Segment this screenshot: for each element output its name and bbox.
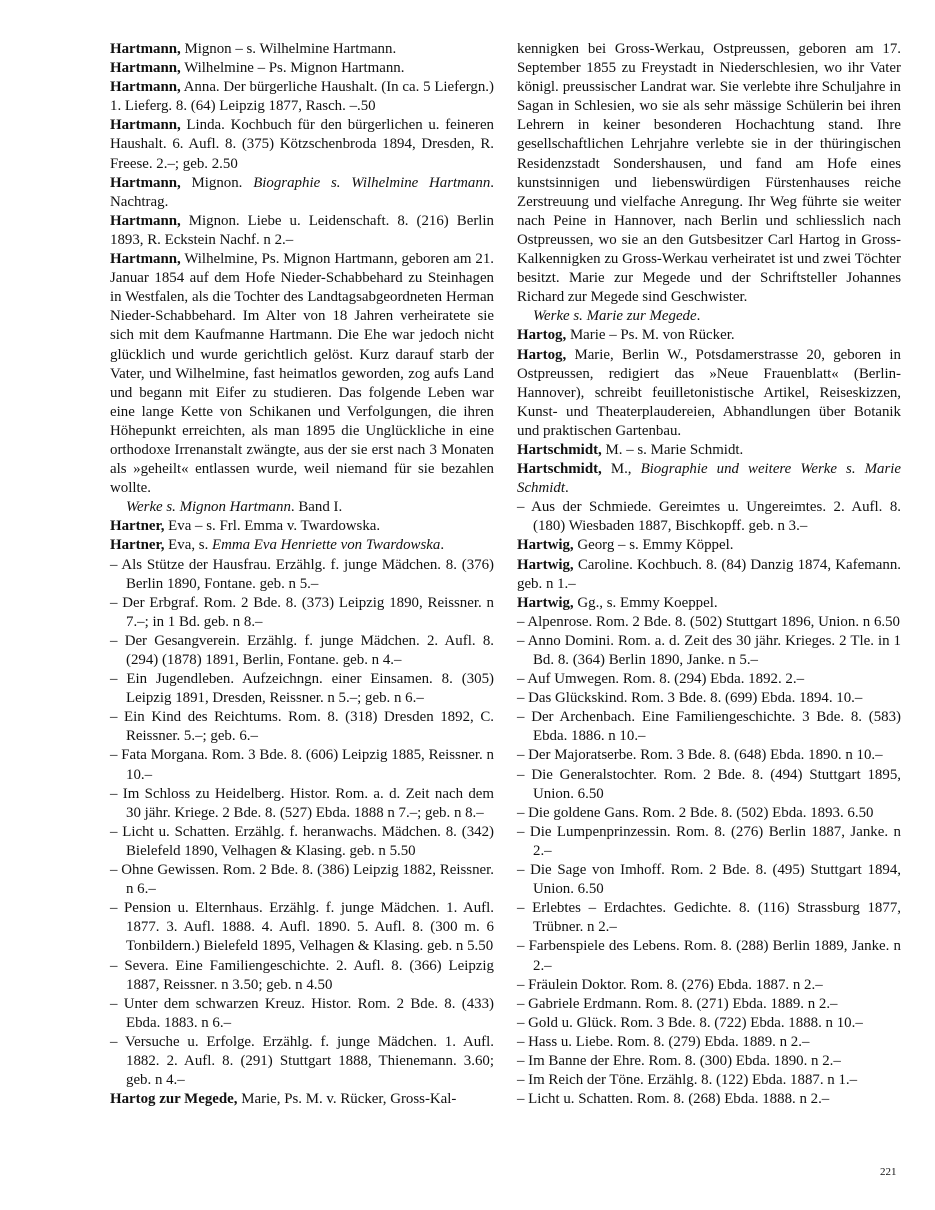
work-entry bbox=[517, 1052, 901, 1071]
work-entry bbox=[110, 957, 494, 995]
entry-italic: Biographie s. Wilhelmine Hartmann bbox=[253, 174, 491, 191]
entry-text: Marie, Ps. M. v. Rücker, Gross-Kal- bbox=[237, 1091, 457, 1108]
work-entry bbox=[110, 861, 494, 899]
work-entry bbox=[110, 995, 494, 1033]
work-entry bbox=[110, 670, 494, 708]
entry-text: Marie, Berlin W., Potsdamerstrasse 20, geboren in Ostpreussen, redigiert das »Neue Frauenblatt« (Berlin-Hannover), schreibt feuilletonistische Artikel, Reiseskizzen, Kunst- und Theaterplaudereien, Abhandlungen über Botanik und praktischen Gartenbau. bbox=[517, 346, 901, 439]
work-entry bbox=[517, 1090, 901, 1109]
work-entry bbox=[517, 632, 901, 670]
entry-text: – Severa. Eine Familiengeschichte. 2. Aufl. 8. (366) Leipzig 1887, Reissner. n 3.50; geb. n 4.50 bbox=[110, 957, 494, 993]
work-entry bbox=[517, 766, 901, 804]
entry-text: – Die Sage von Imhoff. Rom. 2 Bde. 8. (495) Stuttgart 1894, Union. 6.50 bbox=[517, 862, 901, 898]
entry-italic: Emma Eva Henriette von Twardowska bbox=[212, 537, 441, 554]
entry-text: Anna. Der bürgerliche Haushalt. (In ca. 5 Liefergn.) 1. Lieferg. 8. (64) Leipzig 1877, Rasch. –.50 bbox=[110, 79, 494, 115]
left-column bbox=[110, 40, 494, 1109]
entry-text: Mignon – s. Wilhelmine Hartmann. bbox=[180, 41, 397, 57]
entry-text: – Ohne Gewissen. Rom. 2 Bde. 8. (386) Leipzig 1882, Reissner. n 6.– bbox=[110, 862, 494, 898]
entry-heading: Hartschmidt, bbox=[517, 461, 602, 478]
work-entry bbox=[517, 689, 901, 708]
work-entry bbox=[517, 861, 901, 899]
entry-text: – Pension u. Elternhaus. Erzählg. f. junge Mädchen. 1. Aufl. 1877. 3. Aufl. 1888. 4. Aufl. 1890. 5. Aufl. 8. (300 m. 6 Tonbildern.) Bielefeld 1895, Velhagen & Klasing. geb. n 5.50 bbox=[110, 900, 494, 955]
entry-text: Wilhelmine – Ps. Mignon Hartmann. bbox=[180, 60, 405, 77]
author-entry bbox=[517, 40, 901, 307]
entry-heading: Hartner, bbox=[110, 537, 165, 554]
entry-text: – Der Archenbach. Eine Familiengeschichte. 3 Bde. 8. (583) Ebda. 1886. n 10.– bbox=[517, 709, 901, 745]
entry-heading: Hartog, bbox=[517, 346, 567, 363]
entry-heading: Hartmann, bbox=[110, 60, 181, 77]
entry-tail: . Nachtrag. bbox=[110, 174, 494, 210]
work-entry bbox=[517, 899, 901, 937]
author-entry bbox=[110, 78, 494, 116]
author-entry bbox=[110, 250, 494, 498]
entry-heading: Hartwig, bbox=[517, 556, 574, 573]
entry-text: – Im Schloss zu Heidelberg. Histor. Rom. a. d. Zeit nach dem 30 jähr. Kriege. 2 Bde. 8. (527) Ebda. 1888 n 7.–; geb. n 8.– bbox=[110, 785, 494, 821]
entry-text: – Erlebtes – Erdachtes. Gedichte. 8. (116) Strassburg 1877, Trübner. n 2.– bbox=[517, 900, 901, 936]
entry-text: – Die goldene Gans. Rom. 2 Bde. 8. (502) Ebda. 1893. 6.50 bbox=[517, 804, 874, 821]
entry-italic: Biographie und weitere Werke s. Marie Schmidt bbox=[517, 461, 901, 497]
author-entry bbox=[517, 441, 901, 460]
entry-heading: Hartmann, bbox=[110, 41, 181, 57]
work-entry bbox=[110, 594, 494, 632]
entry-text: – Ein Kind des Reichtums. Rom. 8. (318) Dresden 1892, C. Reissner. 5.–; geb. 6.– bbox=[110, 709, 494, 745]
entry-text: – Hass u. Liebe. Rom. 8. (279) Ebda. 1889. n 2.– bbox=[517, 1033, 810, 1050]
entry-text: – Die Lumpenprinzessin. Rom. 8. (276) Berlin 1887, Janke. n 2.– bbox=[517, 823, 901, 859]
author-entry bbox=[110, 174, 494, 212]
entry-text: – Fata Morgana. Rom. 3 Bde. 8. (606) Leipzig 1885, Reissner. n 10.– bbox=[110, 747, 494, 783]
entry-heading: Hartmann, bbox=[110, 174, 181, 191]
entry-text: – Ein Jugendleben. Aufzeichngn. einer Einsamen. 8. (305) Leipzig 1891, Dresden, Reissner. n 5.–; geb. n 6.– bbox=[110, 671, 494, 707]
entry-heading: Hartschmidt, bbox=[517, 441, 602, 458]
work-entry bbox=[517, 613, 901, 632]
work-entry bbox=[517, 823, 901, 861]
work-entry bbox=[517, 1071, 901, 1090]
work-entry bbox=[110, 556, 494, 594]
work-entry bbox=[110, 632, 494, 670]
author-entry bbox=[110, 116, 494, 173]
entry-heading: Hartmann, bbox=[110, 212, 181, 229]
entry-text: – Anno Domini. Rom. a. d. Zeit des 30 jähr. Krieges. 2 Tle. in 1 Bd. 8. (364) Berlin 1890, Janke. n 5.– bbox=[517, 632, 901, 668]
right-column bbox=[517, 40, 901, 1109]
entry-tail: . bbox=[564, 480, 569, 497]
entry-text: M., bbox=[601, 461, 641, 478]
entry-text: – Als Stütze der Hausfrau. Erzählg. f. junge Mädchen. 8. (376) Berlin 1890, Fontane. geb. n 5.– bbox=[110, 556, 494, 592]
work-entry bbox=[517, 498, 901, 536]
author-entry bbox=[110, 517, 494, 536]
entry-text: Eva – s. Frl. Emma v. Twardowska. bbox=[164, 518, 381, 535]
entry-text: – Im Reich der Töne. Erzählg. 8. (122) Ebda. 1887. n 1.– bbox=[517, 1072, 858, 1089]
entry-tail: . bbox=[440, 537, 445, 554]
author-entry bbox=[110, 40, 494, 59]
entry-text: – Licht u. Schatten. Erzählg. f. heranwachs. Mädchen. 8. (342) Bielefeld 1890, Velhagen & Klasing. geb. n 5.50 bbox=[110, 823, 494, 859]
entry-tail: . bbox=[696, 308, 701, 325]
entry-text: – Der Majoratserbe. Rom. 3 Bde. 8. (648) Ebda. 1890. n 10.– bbox=[517, 747, 883, 764]
entry-heading: Hartner, bbox=[110, 518, 165, 535]
entry-heading: Hartmann, bbox=[110, 117, 181, 134]
entry-text: – Gabriele Erdmann. Rom. 8. (271) Ebda. 1889. n 2.– bbox=[517, 995, 838, 1012]
author-entry bbox=[110, 212, 494, 250]
cross-reference bbox=[110, 498, 494, 517]
entry-text: – Alpenrose. Rom. 2 Bde. 8. (502) Stuttgart 1896, Union. n 6.50 bbox=[517, 613, 900, 630]
entry-text: – Das Glückskind. Rom. 3 Bde. 8. (699) Ebda. 1894. 10.– bbox=[517, 690, 863, 707]
cross-reference bbox=[517, 307, 901, 326]
entry-heading: Hartwig, bbox=[517, 594, 574, 611]
work-entry bbox=[110, 785, 494, 823]
entry-text: Eva, s. bbox=[164, 537, 213, 554]
entry-text: Marie – Ps. M. von Rücker. bbox=[566, 327, 735, 344]
author-entry bbox=[517, 346, 901, 441]
entry-text: Mignon. bbox=[180, 174, 254, 191]
entry-text: M. – s. Marie Schmidt. bbox=[601, 441, 744, 458]
entry-text: Caroline. Kochbuch. 8. (84) Danzig 1874, Kafemann. geb. n 1.– bbox=[517, 556, 901, 592]
author-entry bbox=[110, 59, 494, 78]
work-entry bbox=[110, 746, 494, 784]
work-entry bbox=[517, 708, 901, 746]
entry-text: – Farbenspiele des Lebens. Rom. 8. (288) Berlin 1889, Janke. n 2.– bbox=[517, 938, 901, 974]
work-entry bbox=[110, 708, 494, 746]
entry-text: Gg., s. Emmy Koeppel. bbox=[573, 594, 718, 611]
entry-text: – Licht u. Schatten. Rom. 8. (268) Ebda. 1888. n 2.– bbox=[517, 1091, 830, 1108]
entry-text: – Aus der Schmiede. Gereimtes u. Ungereimtes. 2. Aufl. 8. (180) Wiesbaden 1887, Bischkopff. geb. n 3.– bbox=[517, 499, 901, 535]
entry-heading: Hartog zur Megede, bbox=[110, 1091, 238, 1108]
page-number: 221 bbox=[880, 1166, 897, 1178]
entry-text: Georg – s. Emmy Köppel. bbox=[573, 537, 734, 554]
entry-text: – Fräulein Doktor. Rom. 8. (276) Ebda. 1887. n 2.– bbox=[517, 976, 823, 993]
work-entry bbox=[517, 670, 901, 689]
entry-text: Wilhelmine, Ps. Mignon Hartmann, geboren am 21. Januar 1854 auf dem Hofe Nieder-Schabbehard zu Steinhagen in Westfalen, als die Tochter des Landtagsabgeordneten Herman Nieder-Schabbehard. Im Alter von 18 Jahren verheiratete sie sich mit dem Kaufmanne Hartmann. Die Ehe war jedoch nicht glücklich und wurde gerichtlich gelöst. Kurz darauf starb der Vater, und Wilhelmine, fast heimatlos geworden, zog aufs Land und begann mit Eifer zu studieren. Das folgende Leben war eine lange Kette von Schikanen und Verfolgungen, die ihren Höhepunkt erreichten, als man 1895 die Unglückliche in eine orthodoxe Irrenanstalt zwängte, aus der sie erst nach 3 Monaten als »geheilt« entlassen wurde, weil niemand für sie bezahlen wollte. bbox=[110, 251, 494, 497]
entry-text: Mignon. Liebe u. Leidenschaft. 8. (216) Berlin 1893, R. Eckstein Nachf. n 2.– bbox=[110, 212, 494, 248]
author-entry bbox=[110, 536, 494, 555]
entry-text: kennigken bei Gross-Werkau, Ostpreussen, geboren am 17. September 1855 zu Freystadt in Niederschlesien, wo ihr Vater königl. preussischer Landrat war. Sie verlebte ihre Schuljahre in Sagan in Schlesien, wo sie als sehr mässige Schülerin bei ihren Lehrern in keiner besonderen Hochachtung stand. Ihre gesellschaftlichen Lehrjahre verlebte sie in der thüringischen Residenzstadt Sondershausen, und fand am Hofe eines kunstsinnigen und liebenswürdigen Fürstenhauses reiche Zerstreuung und vielfache Anregung. Ihr Weg führte sie weiter nach Peine in Hannover, nach Berlin und schliesslich nach Ostpreussen, wo sie an den Gutsbesitzer Carl Hartog in Gross-Kalkennigken zu Gross-Werkau verheiratet ist und zwei Töchter besitzt. Marie zur Megede und der Schriftsteller Johannes Richard zur Megede sind Geschwister. bbox=[517, 41, 901, 306]
entry-text: – Gold u. Glück. Rom. 3 Bde. 8. (722) Ebda. 1888. n 10.– bbox=[517, 1014, 863, 1031]
work-entry bbox=[110, 823, 494, 861]
work-entry bbox=[517, 995, 901, 1014]
author-entry bbox=[517, 556, 901, 594]
work-entry bbox=[517, 1033, 901, 1052]
work-entry bbox=[517, 804, 901, 823]
work-entry bbox=[517, 976, 901, 995]
author-entry bbox=[517, 536, 901, 555]
entry-heading: Hartwig, bbox=[517, 537, 574, 554]
entry-text: – Der Gesangverein. Erzählg. f. junge Mädchen. 2. Aufl. 8. (294) (1878) 1891, Berlin, Fontane. geb. n 4.– bbox=[110, 632, 494, 668]
entry-text: – Im Banne der Ehre. Rom. 8. (300) Ebda. 1890. n 2.– bbox=[517, 1052, 841, 1069]
entry-text: – Der Erbgraf. Rom. 2 Bde. 8. (373) Leipzig 1890, Reissner. n 7.–; in 1 Bd. geb. n 8.– bbox=[110, 594, 494, 630]
author-entry bbox=[110, 1090, 494, 1109]
entry-text: – Auf Umwegen. Rom. 8. (294) Ebda. 1892. 2.– bbox=[517, 671, 805, 688]
entry-italic: Werke s. Mignon Hartmann bbox=[126, 499, 291, 516]
author-entry bbox=[517, 594, 901, 613]
entry-text: – Versuche u. Erfolge. Erzählg. f. junge Mädchen. 1. Aufl. 1882. 2. Aufl. 8. (291) Stuttgart 1888, Thienemann. 3.60; geb. n 4.– bbox=[110, 1033, 494, 1089]
entry-text: – Die Generalstochter. Rom. 2 Bde. 8. (494) Stuttgart 1895, Union. 6.50 bbox=[517, 766, 901, 802]
entry-heading: Hartmann, bbox=[110, 79, 181, 96]
entry-heading: Hartmann, bbox=[110, 251, 181, 268]
work-entry bbox=[517, 937, 901, 975]
author-entry bbox=[517, 326, 901, 345]
work-entry bbox=[517, 746, 901, 765]
author-entry bbox=[517, 460, 901, 498]
entry-tail: . Band I. bbox=[290, 499, 343, 516]
work-entry bbox=[110, 899, 494, 956]
entry-italic: Werke s. Marie zur Megede bbox=[533, 308, 697, 325]
entry-text: Linda. Kochbuch für den bürgerlichen u. feineren Haushalt. 6. Aufl. 8. (375) Kötzschenbroda 1894, Dresden, R. Freese. 2.–; geb. 2.50 bbox=[110, 117, 494, 172]
entry-heading: Hartog, bbox=[517, 327, 567, 344]
work-entry bbox=[110, 1033, 494, 1090]
work-entry bbox=[517, 1014, 901, 1033]
entry-text: – Unter dem schwarzen Kreuz. Histor. Rom. 2 Bde. 8. (433) Ebda. 1883. n 6.– bbox=[110, 995, 494, 1031]
